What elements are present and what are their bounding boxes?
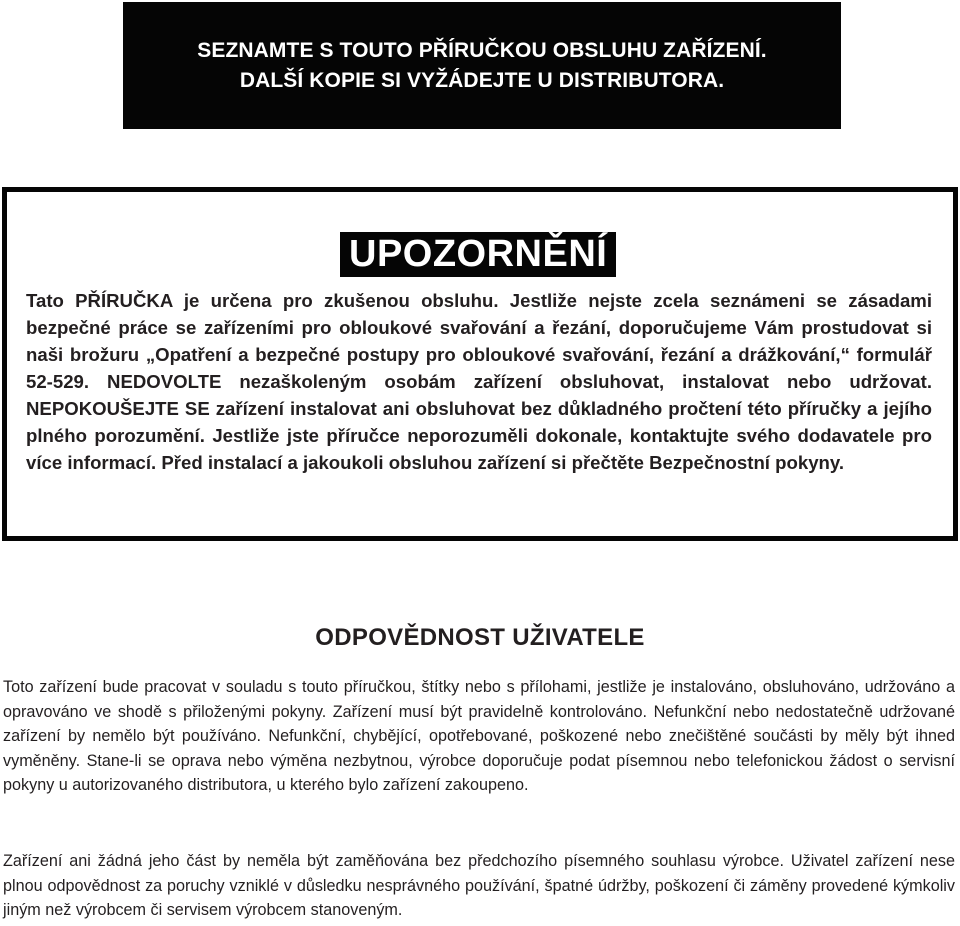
warning-title: UPOZORNĚNÍ bbox=[340, 232, 616, 277]
warning-box bbox=[2, 187, 958, 541]
responsibility-paragraph-2: Zařízení ani žádná jeho část by neměla být zaměňována bez předchozího písemného souhlasu výrobce. Uživatel zařízení nese plnou odpovědnost za poruchy vzniklé v důsledku nesprávného používání, špatné údržby, poškození či záměny provedené kýmkoliv jiným než výrobcem či servisem výrobcem stanoveným. bbox=[3, 852, 955, 919]
warning-text: Tato PŘÍRUČKA je určena pro zkušenou obsluhu. Jestliže nejste zcela seznámeni se zásadami bezpečné práce se zařízeními pro obloukové svařování a řezání, doporučujeme Vám prostudovat si naši brožuru „Opatření a bezpečné postupy pro obloukové svařování, řezání a drážkování,“ formulář 52-529. NEDOVOLTE nezaškoleným osobám zařízení obsluhovat, instalovat nebo udržovat. NEPOKOUŠEJTE SE zařízení instalovat ani obsluhovat bez důkladného pročtení této příručky a jejího plného porozumění. Jestliže jste příručce neporozuměli dokonale, kontaktujte svého dodavatele pro více informací. Před instalací a jakoukoli obsluhou zařízení si přečtěte Bezpečnostní pokyny. bbox=[26, 290, 932, 473]
responsibility-paragraph-1: Toto zařízení bude pracovat v souladu s touto příručkou, štítky nebo s přílohami, jestliže je instalováno, obsluhováno, udržováno a opravováno ve shodě s přiloženými pokyny. Zařízení musí být pravidelně kontrolováno. Nefunkční nebo nedostatečně udržované zařízení by nemělo být používáno. Nefunkční, chybějící, opotřebované, poškozené nebo znečištěné součásti by měly být ihned vyměněny. Stane-li se oprava nebo výměna nezbytnou, výrobce doporučuje podat písemnou nebo telefonickou žádost o servisní pokyny u autorizovaného distributora, u kterého bylo zařízení zakoupeno. bbox=[3, 678, 955, 794]
distribution-banner bbox=[123, 2, 841, 129]
banner-line-2: DALŠÍ KOPIE SI VYŽÁDEJTE U DISTRIBUTORA. bbox=[239, 68, 725, 92]
responsibility-title: ODPOVĚDNOST UŽIVATELE bbox=[315, 624, 645, 651]
banner-line-1: SEZNAMTE S TOUTO PŘÍRUČKOU OBSLUHU ZAŘÍZENÍ. bbox=[197, 38, 767, 62]
